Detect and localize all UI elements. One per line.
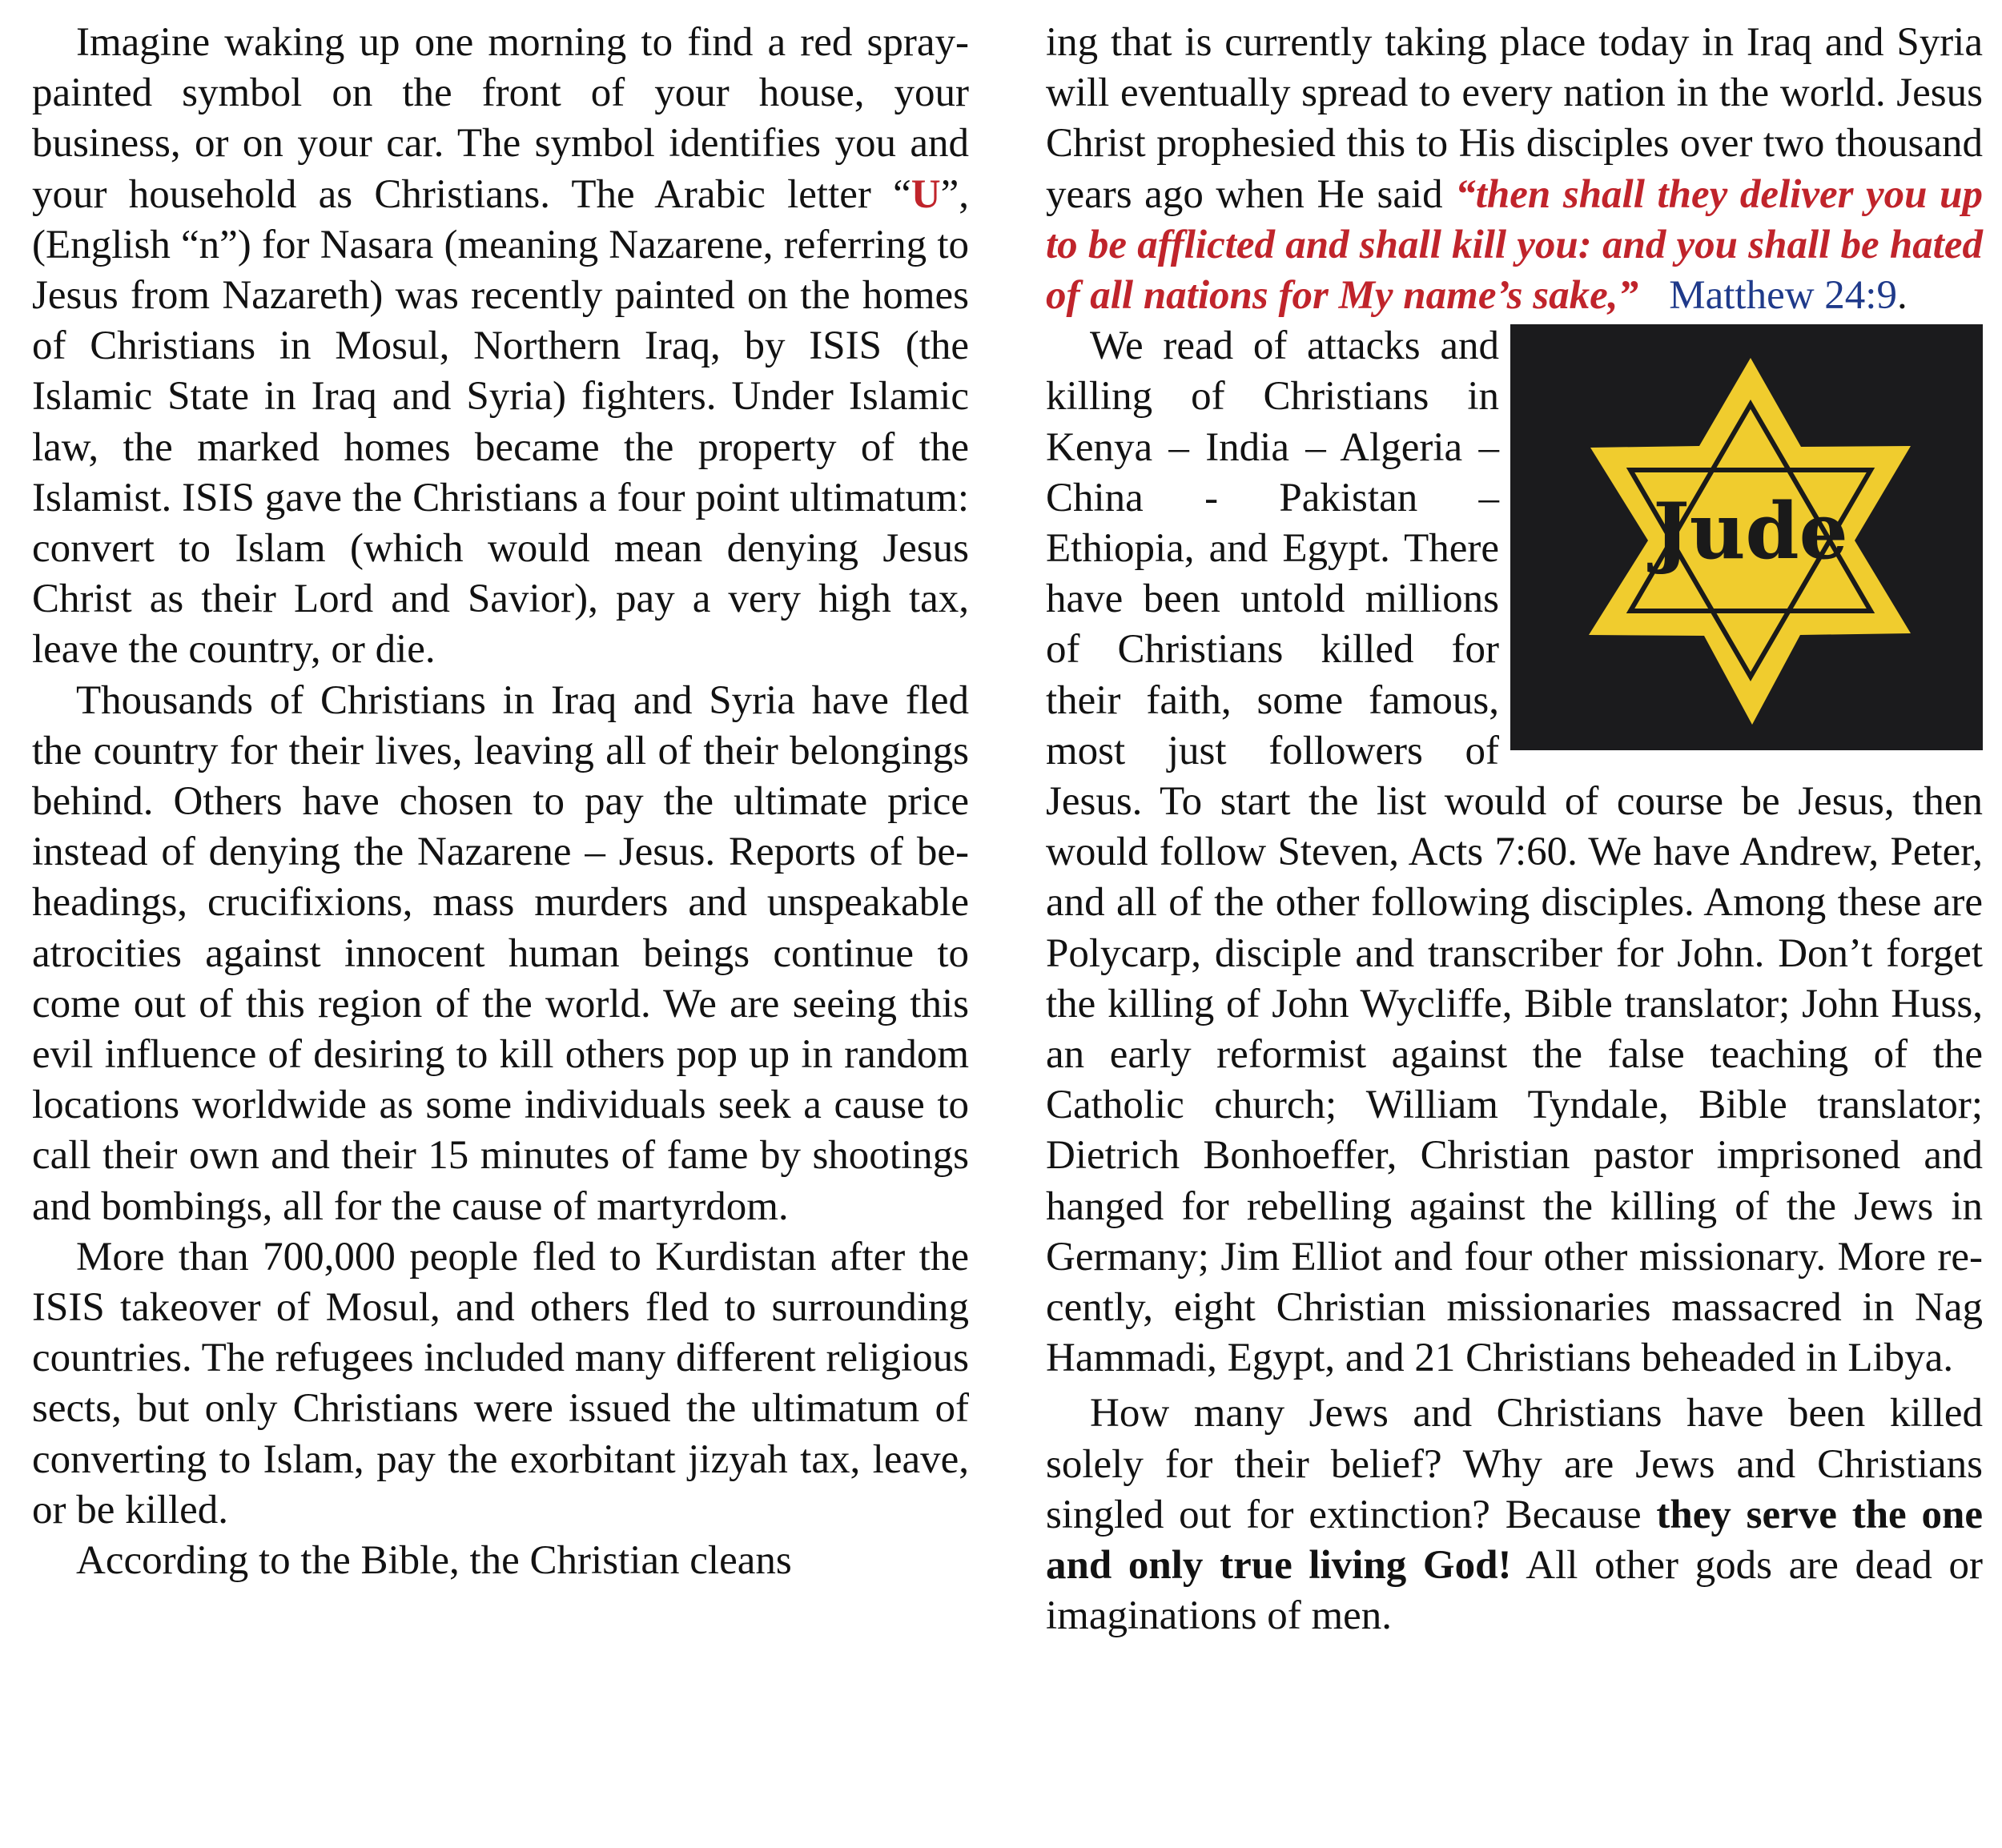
right-column [1046,18,1983,1642]
paragraph-refugees: More than 700,000 people fled to Kurdistan after the ISIS takeover of Mosul, and others fled to surrounding countries. The refugees included many different religious sects, but only Christians were issued the ultimatum of converting to Islam, pay the exorbitant jizyah tax, leave, or be killed. [32,1234,969,1533]
paragraph-martyrs: Jude We read of attacks and killing of Christians in Kenya – India – Algeria – China - Pakistan – Ethiopia, and Egypt. There have been untold millions of Christians killed for their faith, some famous, most just followers of Jesus. To start the list would of course be Jesus, then would follow Steven, Acts 7:60. We have Andrew, Peter, and all of the other following disciples. Among these are Polycarp, disciple and transcriber for John. Don’t forget the killing of John Wycliffe, Bible translator; John Huss, an early reformist against the false teaching of the Catholic church; William Tyndale, Bible translator; Dietrich Bonhoeffer, Christian pastor imprisoned and hanged for rebelling against the killing of the Jews in Germany; Jim Elliot and four other missionary. More recently, eight Christian missionaries massacred in Nag Hammadi, Egypt, and 21 Christians beheaded in Libya. [1046,323,1983,1381]
scripture-reference: Matthew 24:9 [1669,273,1897,319]
paragraph-fled: Thousands of Christians in Iraq and Syria have fled the country for their lives, leaving all of their belongings behind. Others have chosen to pay the ultimate price instead of denying the Nazarene – Jesus. Reports of be-headings, crucifixions, mass murders and unspeakable atrocities against innocent human beings continue to come out of this region of the world. We are seeing this evil influence of desiring to kill others pop up in random locations worldwide as some individuals seek a cause to call their own and their 15 minutes of fame by shootings and bombings, all for the cause of martyrdom. [32,677,969,1229]
yellow-star-badge-image [1510,324,1983,750]
paragraph-ultimatum: Imagine waking up one morning to find a red spray-painted symbol on the front of your house, your business, or on your car. The symbol identifies you and your household as Christians. The Arabic letter “U”, (English “n”) for Nasara (meaning Nazarene, referring to Jesus from Nazareth) was recently painted on the homes of Christians in Mosul, Northern Iraq, by ISIS (the Islamic State in Iraq and Syria) fighters. Under Islamic law, the marked homes became the property of the Islamist. ISIS gave the Christians a four point ultimatum: convert to Islam (which would mean denying Jesus Christ as their Lord and Savior), pay a very high tax, leave the country, or die. [32,20,969,673]
paragraph-prophecy: ing that is currently taking place today in Iraq and Syria will eventually spread to every nation in the world. Jesus Christ prophesied this to His disciples over two thousand years ago when He said “then shall they deliver you up to be afflicted and shall kill you: and you shall be hated of all nations for My name’s sake,” Matthew 24:9. [1046,20,1983,319]
left-column [32,18,969,1586]
paragraph-bible: According to the Bible, the Christian cleans [76,1538,792,1584]
arabic-letter: U [911,171,941,217]
badge-text: Jude [1653,486,1848,577]
bold-statement: they serve the one and only true living God! [1046,1492,1983,1589]
scripture-quote: “then shall they deliver you up to be afflicted and shall kill you: and you shall be hated of all nations for My name’s sake,” [1046,171,1983,319]
paragraph-conclusion: How many Jews and Christians have been killed solely for their belief? Why are Jews and Christians singled out for extinction? Because they serve the one and only true living God! All other gods are dead or imaginations of men. [1046,1391,1983,1639]
